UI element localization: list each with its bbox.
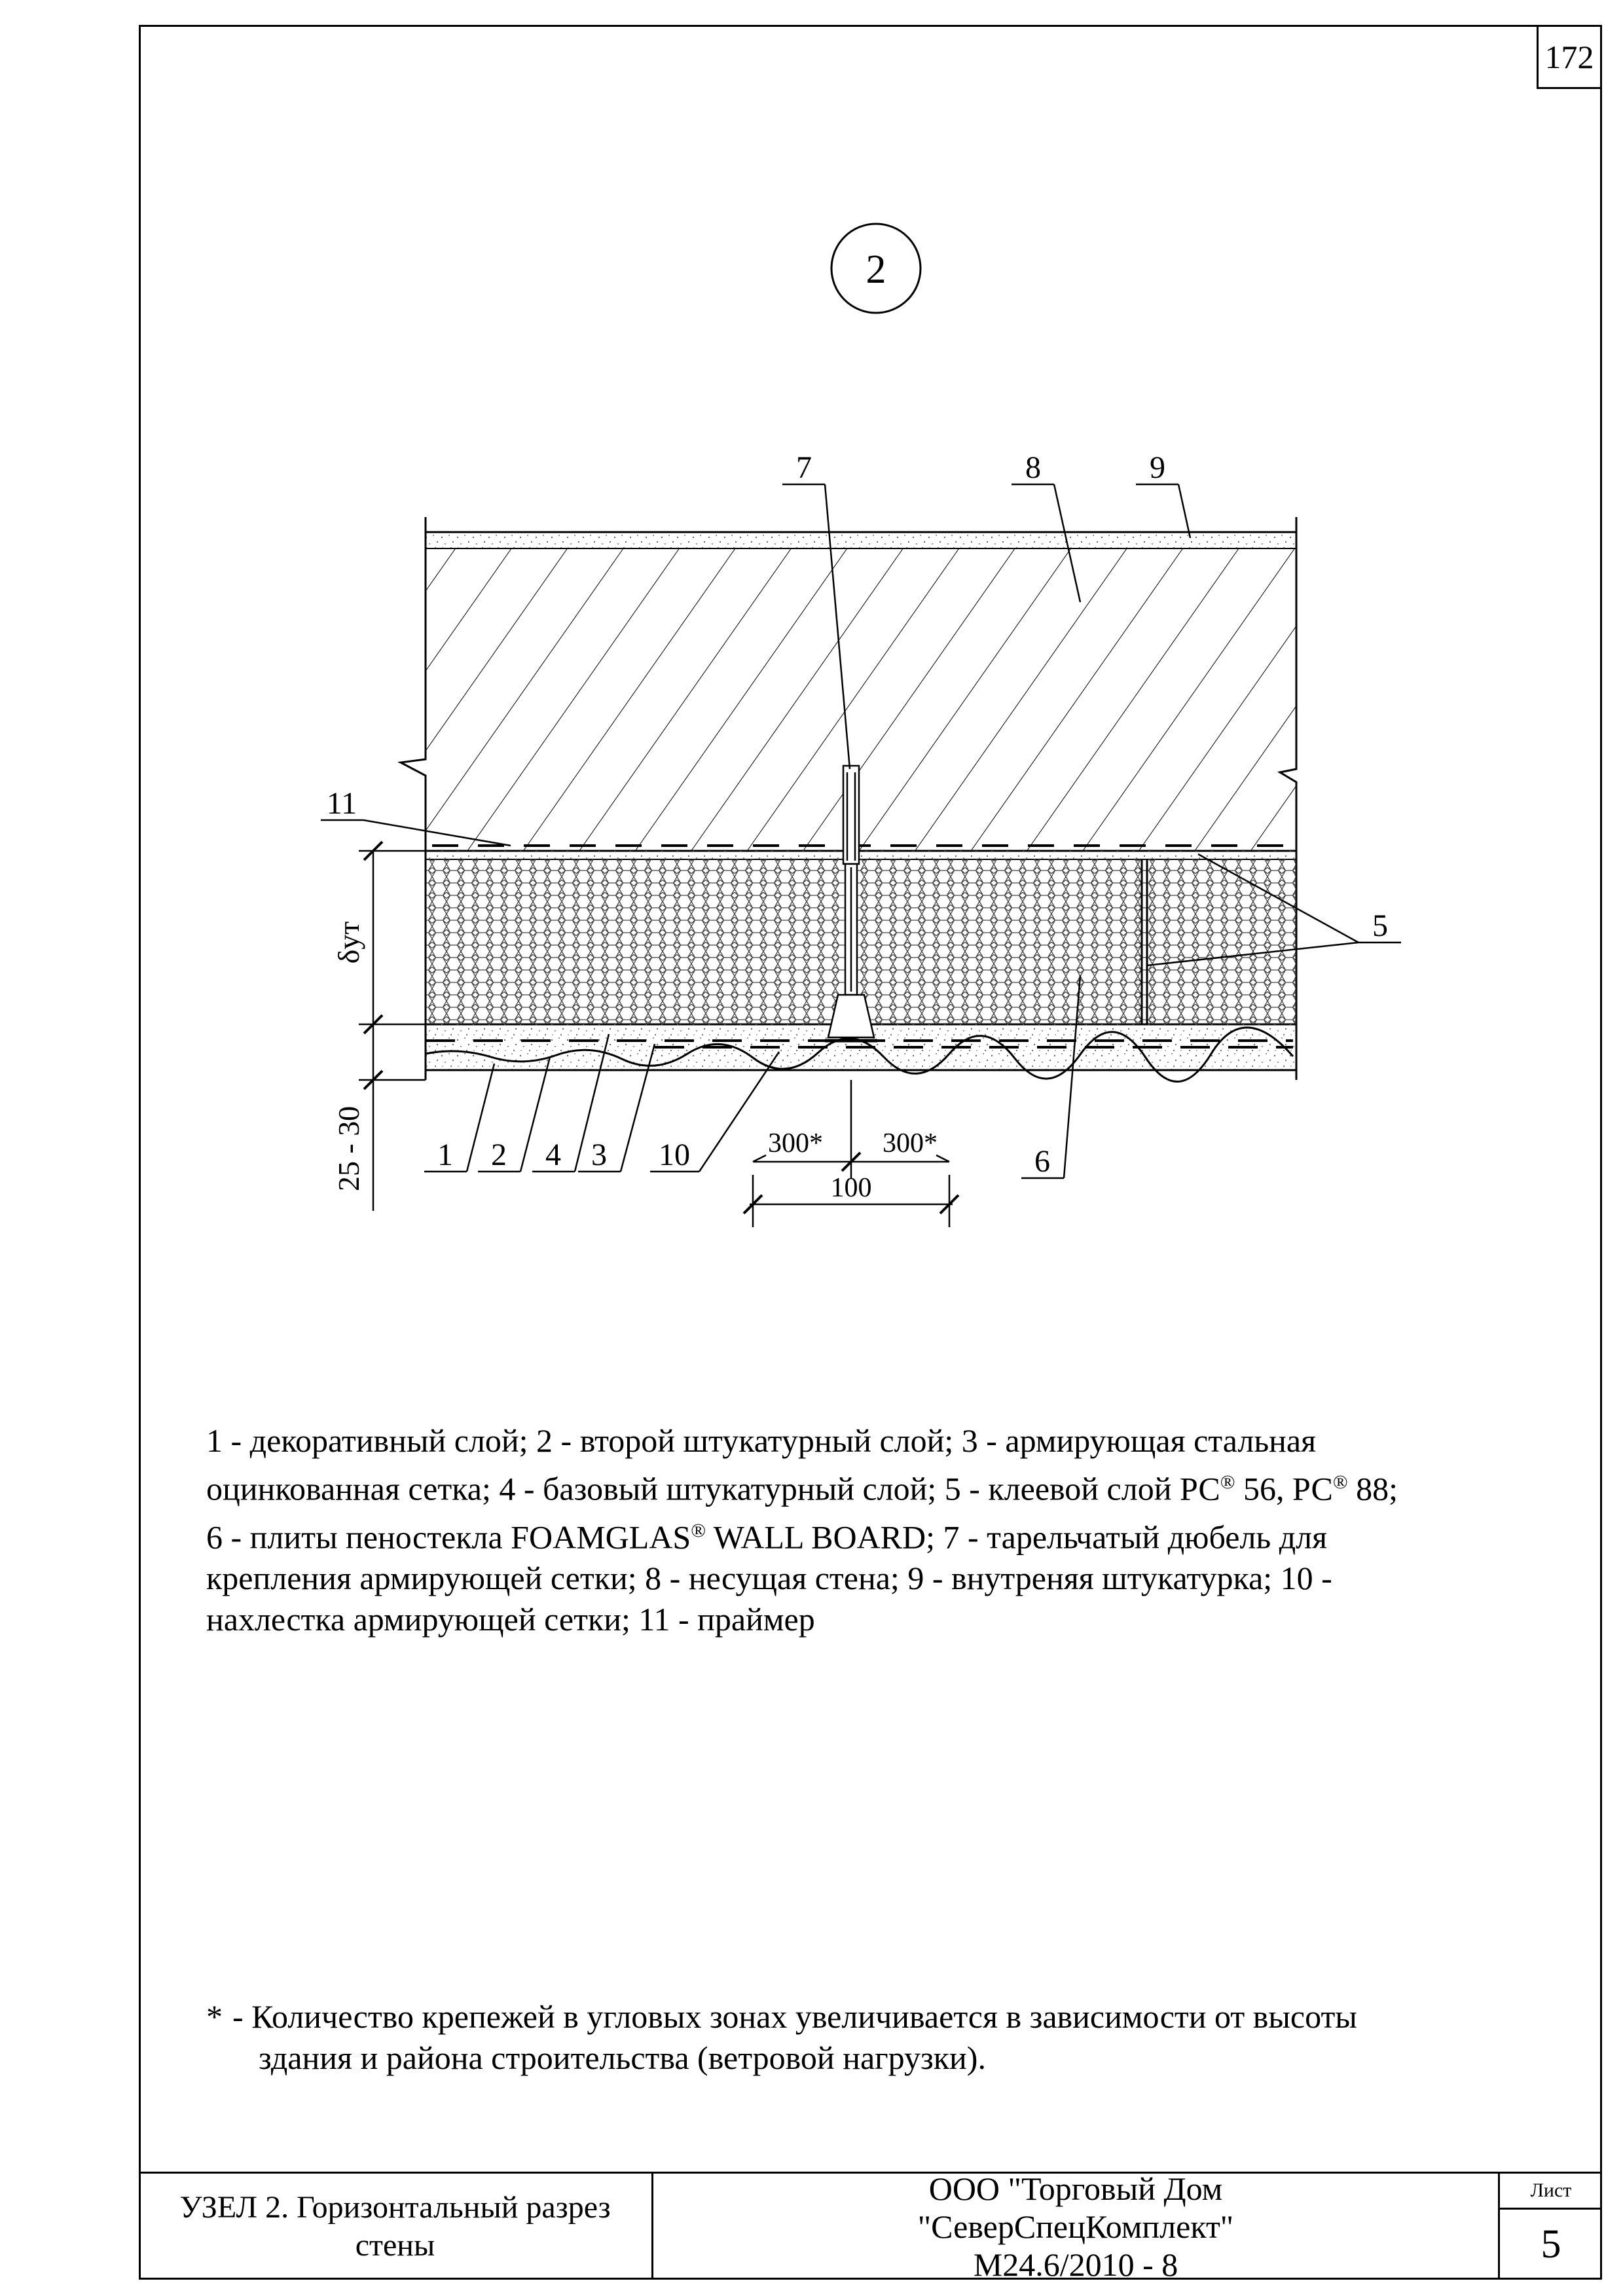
callout-8: 8 — [1025, 450, 1041, 485]
title-block — [139, 2170, 1602, 2283]
legend-line-5: нахлестка армирующей сетки; 11 - праймер — [206, 1601, 815, 1638]
callout-3: 3 — [591, 1138, 607, 1172]
callout-10: 10 — [659, 1138, 690, 1172]
callout-4: 4 — [545, 1138, 561, 1172]
legend-line-1: 1 - декоративный слой; 2 - второй штукатурный слой; 3 - армирующая стальная — [206, 1422, 1317, 1459]
dim-spacing-left: 300* — [768, 1128, 823, 1158]
page-number: 172 — [1537, 25, 1602, 89]
dim-spacing-right: 300* — [883, 1128, 938, 1158]
adhesive-layer — [426, 851, 1296, 859]
legend-line-4: крепления армирующей сетки; 8 - несущая стена; 9 - внутреняя штукатурка; 10 - — [206, 1560, 1332, 1597]
load-bearing-wall — [426, 548, 1296, 851]
callout-7: 7 — [796, 450, 812, 485]
title-block-sheet — [1500, 2174, 1602, 2280]
legend-line-2: оцинкованная сетка; 4 - базовый штукатурный слой; 5 - клеевой слой РС® 56, РС® 88; — [206, 1470, 1398, 1507]
left-break-line — [401, 517, 426, 851]
sheet-label: Лист — [1500, 2174, 1602, 2210]
legend-line-3: 6 - плиты пеностекла FOAMGLAS® WALL BOARD; 7 - тарельчатый дюбель для — [206, 1518, 1328, 1556]
title-block-drawing-name: УЗЕЛ 2. Горизонтальный разрез стены — [139, 2174, 653, 2280]
legend — [206, 1420, 1535, 1640]
callout-1: 1 — [437, 1138, 453, 1172]
vertical-dimension — [359, 842, 426, 1211]
footnote-line-2: здания и района строительства (ветровой нагрузки). — [259, 2039, 986, 2076]
callout-5: 5 — [1372, 908, 1388, 943]
callout-11: 11 — [326, 786, 357, 821]
footnote — [206, 1996, 1535, 2079]
dim-plaster-thickness: 25 - 30 — [332, 1105, 365, 1192]
sheet-number: 5 — [1541, 2222, 1561, 2267]
footnote-star: * — [206, 1998, 223, 2035]
interior-plaster-layer — [426, 532, 1296, 548]
dim-overlap: 100 — [830, 1173, 872, 1203]
callout-2: 2 — [491, 1138, 507, 1172]
dim-insulation-thickness: δут — [332, 921, 365, 964]
footnote-line-1: - Количество крепежей в угловых зонах увеличивается в зависимости от высоты — [232, 1998, 1357, 2035]
node-marker-label: 2 — [866, 247, 886, 292]
callout-9: 9 — [1150, 450, 1165, 485]
title-block-organization: ООО "Торговый Дом "СеверСпецКомплект" М24.6/2010 - 8 — [653, 2174, 1500, 2280]
callout-6: 6 — [1034, 1144, 1050, 1179]
